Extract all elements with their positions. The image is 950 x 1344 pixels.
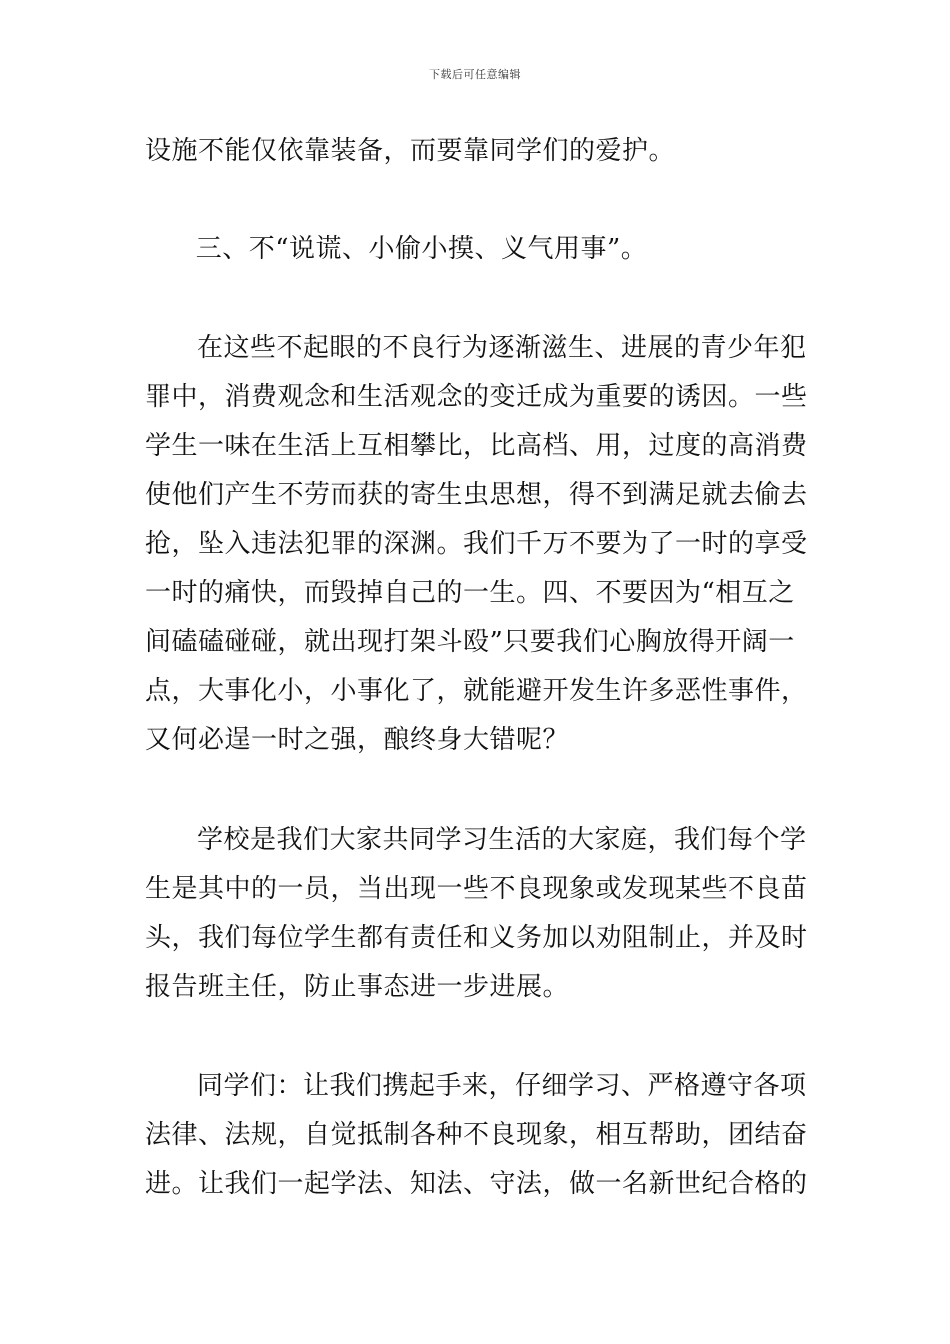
- paragraph-consumption: 在这些不起眼的不良行为逐渐滋生、进展的青少年犯罪中，消费观念和生活观念的变迁成为重要的诱因。一些学生一味在生活上互相攀比，比高档、用，过度的高消费使他们产生不劳而获的寄生虫思想，得不到满足就去偷去抢，坠入违法犯罪的深渊。我们千万不要为了一时的享受一时的痛快，而毁掉自己的一生。四、不要因为“相互之间磕磕碰碰，就出现打架斗殴”只要我们心胸放得开阔一点，大事化小，小事化了，就能避开发生许多恶性事件，又何必逞一时之强，酿终身大错呢？: [145, 333, 808, 755]
- paragraph-call-to-action: 同学们：让我们携起手来，仔细学习、严格遵守各项法律、法规，自觉抵制各种不良现象，相互帮助，团结奋进。让我们一起学法、知法、守法，做一名新世纪合格的: [145, 1071, 808, 1199]
- paragraph-school-family: 学校是我们大家共同学习生活的大家庭，我们每个学生是其中的一员，当出现一些不良现象或发现某些不良苗头，我们每位学生都有责任和义务加以劝阻制止，并及时报告班主任，防止事态进一步进展。: [145, 825, 808, 1002]
- section-heading-three: 三、不“说谎、小偷小摸、义气用事”。: [195, 234, 648, 264]
- paragraph-continuation: 设施不能仅依靠装备，而要靠同学们的爱护。: [145, 136, 676, 166]
- page-header: 下载后可任意编辑: [429, 68, 521, 81]
